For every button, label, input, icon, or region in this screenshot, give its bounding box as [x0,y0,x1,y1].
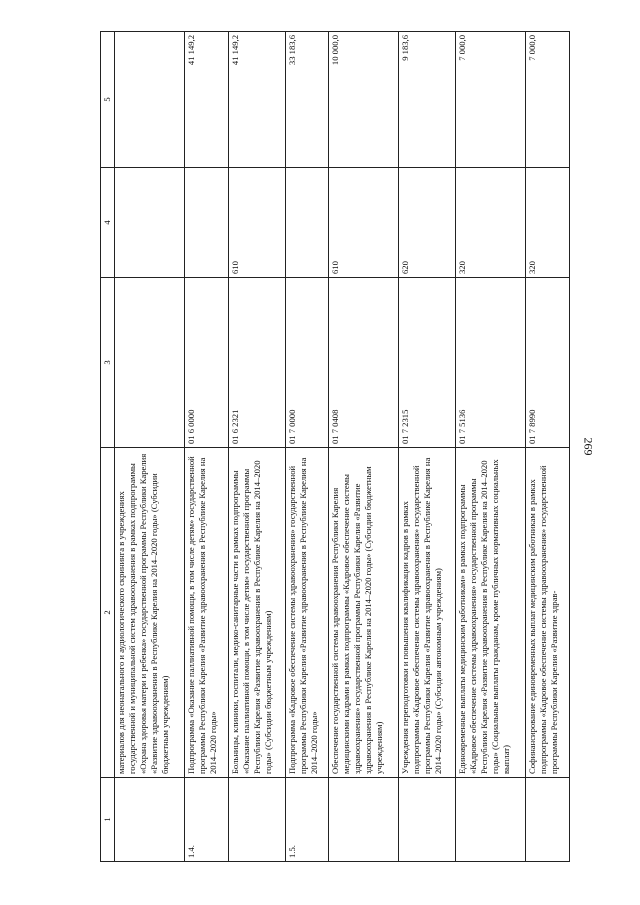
row-name: Обеспечение государственной системы здравоохранения Республики Карелия медицинскими кадрами в рамках подпрограммы «Кадровое обеспечение системы здравоохранения» государственной программы Республики Карелия «Развитие здравоохранения в Республике Карелия на 2014–2020 годы» (Субсидии бюджетным учреждениям) [329,448,399,778]
row-number [228,778,285,862]
page-number: 269 [581,437,596,456]
header-col-3: 3 [101,278,115,448]
row-name: материалов для неонатального и аудиологического скрининга в учреждениях государственной и муниципальной систем здравоохранения в рамках подпрограммы «Охрана здоровья матери и ребенка» государственной программы Республики Карелия «Развитие здравоохранения в Республике Карелия на 2014–2020 годы» (Субсидии бюджетным учреждениям) [115,448,185,778]
row-name: Больницы, клиники, госпитали, медико-санитарные части в рамках подпрограммы «Оказание паллиативной помощи, в том числе детям» государственной программы Республики Карелия «Развитие здравоохранения в Республике Карелия на 2014–2020 годы» (Субсидии бюджетным учреждениям) [228,448,285,778]
row-target-code: 01 7 5136 [456,278,526,448]
row-number [456,778,526,862]
row-target-code: 01 6 2321 [228,278,285,448]
row-expense-type [115,168,185,278]
row-name: Подпрограмма «Оказание паллиативной помощи, в том числе детям» государственной программы Республики Карелия «Развитие здравоохранения в Республике Карелия на 2014–2020 годы» [185,448,229,778]
row-expense-type [185,168,229,278]
row-expense-type: 610 [228,168,285,278]
row-expense-type: 620 [399,168,456,278]
table-row [115,32,185,862]
row-target-code: 01 7 0408 [329,278,399,448]
row-number [526,778,570,862]
row-name: Учреждения переподготовки и повышения квалификации кадров в рамках подпрограммы «Кадровое обеспечение системы здравоохранения» государственной программы Республики Карелия «Развитие здравоохранения в Республике Карелия на 2014–2020 годы» (Субсидии автономным учреждениям) [399,448,456,778]
row-expense-type: 320 [456,168,526,278]
row-target-code: 01 6 0000 [185,278,229,448]
row-expense-type [285,168,329,278]
table-row [329,32,399,862]
header-col-1: 1 [101,778,115,862]
row-sum: 9 183,6 [399,32,456,168]
row-expense-type: 610 [329,168,399,278]
header-col-4: 4 [101,168,115,278]
row-expense-type: 320 [526,168,570,278]
budget-table-sheet [100,32,590,862]
row-number [115,778,185,862]
row-sum [115,32,185,168]
table-row [399,32,456,862]
row-sum: 10 000,0 [329,32,399,168]
row-sum: 7 000,0 [526,32,570,168]
row-number: 1.5. [285,778,329,862]
row-sum: 41 149,2 [228,32,285,168]
row-target-code: 01 7 8990 [526,278,570,448]
table-row [285,32,329,862]
table-row [185,32,229,862]
row-number [399,778,456,862]
header-col-2: 2 [101,448,115,778]
row-number [329,778,399,862]
row-target-code: 01 7 0000 [285,278,329,448]
table-row [228,32,285,862]
budget-table [100,31,570,862]
table-row [456,32,526,862]
row-number: 1.4. [185,778,229,862]
row-name: Единовременные выплаты медицинским работникам» в рамках подпрограммы «Кадровое обеспечение системы здравоохранения» государственной программы Республики Карелия «Развитие здравоохранения в Республике Карелия на 2014–2020 годы» (Социальные выплаты гражданам, кроме публичных нормативных социальных выплат) [456,448,526,778]
row-sum: 7 000,0 [456,32,526,168]
row-target-code: 01 7 2315 [399,278,456,448]
row-name: Софинансирование единовременных выплат медицинским работникам в рамках подпрограммы «Кадровое обеспечение системы здравоохранения» государственной программы Республики Карелия «Развитие здрав- [526,448,570,778]
row-name: Подпрограмма «Кадровое обеспечение системы здравоохранения» государственной программы Республики Карелия «Развитие здравоохранения в Республике Карелия на 2014–2020 годы» [285,448,329,778]
table-header-row [101,32,115,862]
row-sum: 33 183,6 [285,32,329,168]
row-target-code [115,278,185,448]
row-sum: 41 149,2 [185,32,229,168]
header-col-5: 5 [101,32,115,168]
table-row [526,32,570,862]
